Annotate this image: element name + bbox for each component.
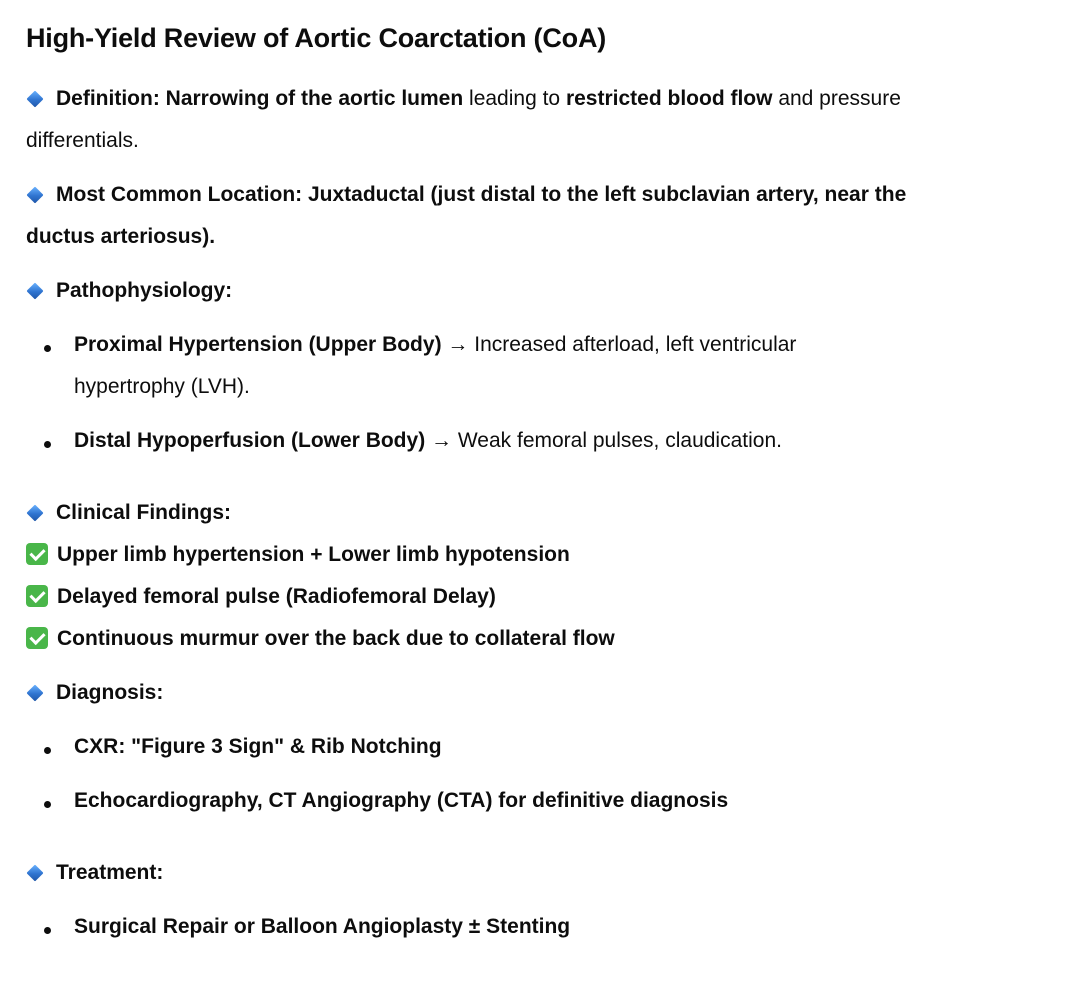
check-mark-icon (26, 627, 48, 649)
definition-bold-1: Narrowing of the aortic lumen (165, 87, 464, 110)
small-blue-diamond-icon (26, 282, 44, 300)
small-blue-diamond-icon (26, 504, 44, 522)
location-paragraph (26, 174, 1046, 258)
clinical-finding-item (26, 618, 615, 660)
list-item-text-continued: hypertrophy (LVH). (74, 375, 250, 398)
list-item (74, 420, 1004, 462)
clinical-finding-text: Delayed femoral pulse (Radiofemoral Delay) (57, 585, 496, 608)
list-item: Surgical Repair or Balloon Angioplasty ± Stenting (74, 915, 571, 938)
location-line-2: ductus arteriosus). (26, 225, 216, 248)
clinical-finding-item (26, 534, 570, 576)
list-item-text: → Increased afterload, left ventricular (447, 333, 797, 356)
definition-bold-2: restricted blood flow (565, 87, 773, 110)
definition-text-2: and pressure (778, 87, 901, 110)
definition-text-1: leading to (469, 87, 561, 110)
list-item-bold: Distal Hypoperfusion (Lower Body) (74, 429, 426, 452)
list-item-bold: Proximal Hypertension (Upper Body) (74, 333, 442, 356)
clinical-findings-heading (26, 492, 231, 534)
treatment-heading (26, 852, 163, 894)
bullet-dot (44, 927, 51, 934)
check-mark-icon (26, 585, 48, 607)
clinical-findings-heading-text: Clinical Findings: (56, 501, 232, 524)
definition-label: Definition: (56, 87, 160, 110)
page-title: High-Yield Review of Aortic Coarctation (CoA) (26, 23, 607, 53)
list-item: Echocardiography, CT Angiography (CTA) for definitive diagnosis (74, 789, 729, 812)
clinical-finding-item (26, 576, 496, 618)
bullet-dot (44, 801, 51, 808)
bullet-dot (44, 747, 51, 754)
check-mark-icon (26, 543, 48, 565)
clinical-finding-text: Continuous murmur over the back due to collateral flow (57, 627, 615, 650)
location-line-1: Most Common Location: Juxtaductal (just distal to the left subclavian artery, near the (56, 183, 907, 206)
small-blue-diamond-icon (26, 864, 44, 882)
bullet-dot (44, 345, 51, 352)
list-item: CXR: "Figure 3 Sign" & Rib Notching (74, 735, 442, 758)
definition-paragraph (26, 78, 1046, 162)
pathophysiology-heading-text: Pathophysiology: (56, 279, 233, 302)
pathophysiology-heading (26, 270, 232, 312)
definition-text-3: differentials. (26, 129, 139, 152)
clinical-finding-text: Upper limb hypertension + Lower limb hypotension (57, 543, 570, 566)
diagnosis-heading (26, 672, 163, 714)
list-item (74, 324, 1004, 408)
small-blue-diamond-icon (26, 684, 44, 702)
treatment-heading-text: Treatment: (56, 861, 164, 884)
list-item-text: → Weak femoral pulses, claudication. (431, 429, 782, 452)
small-blue-diamond-icon (26, 186, 44, 204)
diagnosis-heading-text: Diagnosis: (56, 681, 164, 704)
bullet-dot (44, 441, 51, 448)
small-blue-diamond-icon (26, 90, 44, 108)
